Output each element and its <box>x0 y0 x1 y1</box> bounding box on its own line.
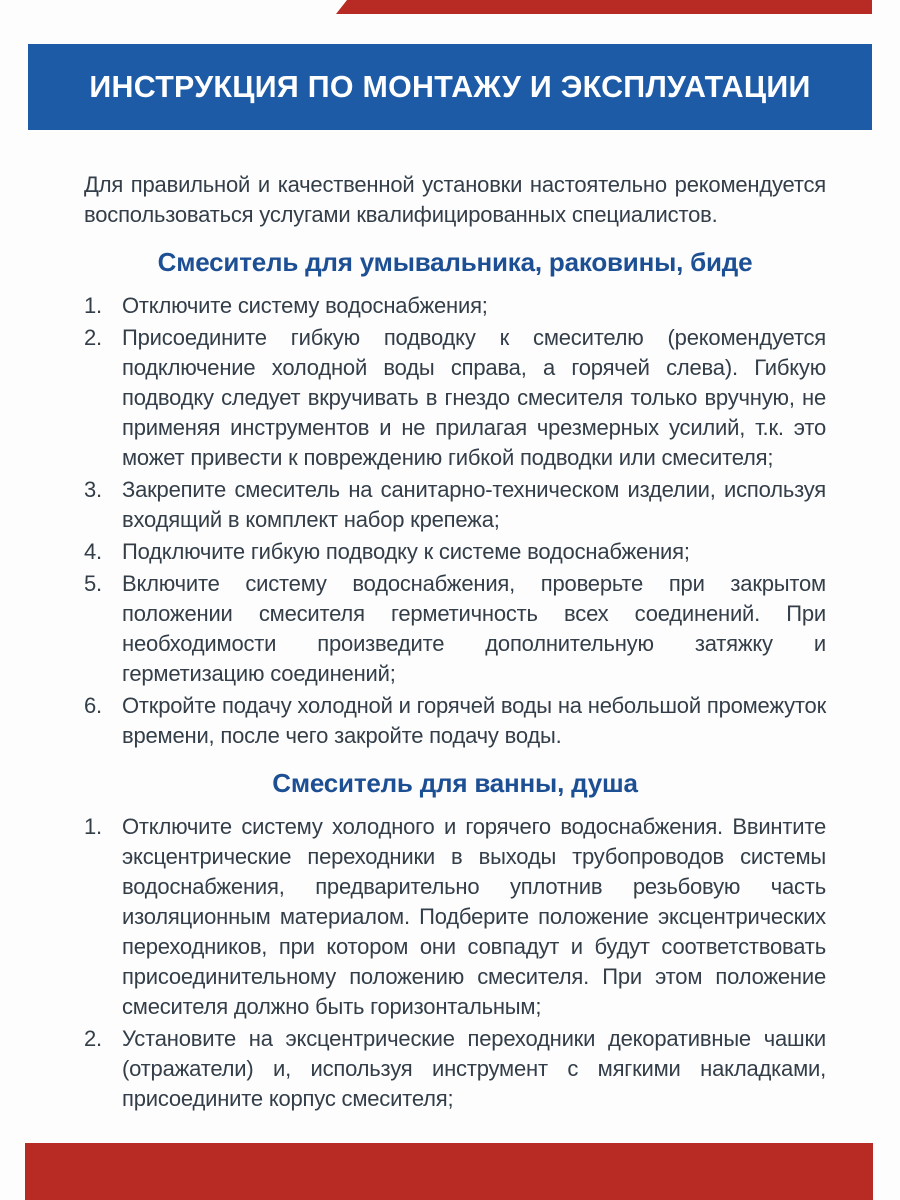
list-item-text: Отключите систему водоснабжения; <box>122 293 488 318</box>
list-item <box>84 475 826 535</box>
list-item <box>84 1024 826 1114</box>
list-item-number: 3. <box>84 477 102 502</box>
list-item <box>84 569 826 689</box>
content-column <box>84 170 826 1116</box>
list-item-text: Закрепите смеситель на санитарно-техническом изделии, используя входящий в комплект набор крепежа; <box>122 477 826 532</box>
list-item-number: 4. <box>84 539 102 564</box>
list-item <box>84 323 826 473</box>
list-item <box>84 291 826 321</box>
page-title: ИНСТРУКЦИЯ ПО МОНТАЖУ И ЭКСПЛУАТАЦИИ <box>89 69 811 104</box>
numbered-list <box>84 812 826 1114</box>
list-item-number: 1. <box>84 814 102 839</box>
list-item-text: Отключите систему холодного и горячего водоснабжения. Ввинтите эксцентрические переходники в выходы трубопроводов системы водоснабжения, предварительно уплотнив резьбовую часть изоляционным материалом. Подберите положение эксцентрических переходников, при котором они совпадут и будут соответствовать присоединительному положению смесителя. При этом положение смесителя должно быть горизонтальным; <box>122 814 826 1019</box>
intro-paragraph: Для правильной и качественной установки настоятельно рекомендуется воспользоваться услугами квалифицированных специалистов. <box>84 172 826 227</box>
list-item-number: 5. <box>84 571 102 596</box>
section-heading: Смеситель для ванны, душа <box>272 768 638 798</box>
list-item-number: 2. <box>84 1026 102 1051</box>
list-item-number: 1. <box>84 293 102 318</box>
list-item-text: Откройте подачу холодной и горячей воды на небольшой промежуток времени, после чего закройте подачу воды. <box>122 693 826 748</box>
list-item-text: Установите на эксцентрические переходники декоративные чашки (отражатели) и, используя инструмент с мягкими накладками, присоедините корпус смесителя; <box>122 1026 826 1111</box>
list-item-text: Присоедините гибкую подводку к смесителю (рекомендуется подключение холодной воды справа, а горячей слева). Гибкую подводку следует вкручивать в гнездо смесителя только вручную, не применяя инструментов и не прилагая чрезмерных усилий, т.к. это может привести к повреждению гибкой подводки или смесителя; <box>122 325 826 470</box>
list-item-number: 2. <box>84 325 102 350</box>
list-item-text: Включите систему водоснабжения, проверьте при закрытом положении смесителя герметичность всех соединений. При необходимости произведите дополнительную затяжку и герметизацию соединений; <box>122 571 826 686</box>
sections-container <box>84 246 826 1114</box>
section-heading: Смеситель для умывальника, раковины, биде <box>157 247 753 277</box>
title-banner <box>28 44 872 130</box>
list-item <box>84 812 826 1022</box>
bottom-red-band <box>25 1143 873 1200</box>
list-item <box>84 537 826 567</box>
list-item-number: 6. <box>84 693 102 718</box>
list-item-text: Подключите гибкую подводку к системе водоснабжения; <box>122 539 690 564</box>
list-item <box>84 691 826 751</box>
numbered-list <box>84 291 826 751</box>
top-red-ribbon <box>336 0 872 14</box>
